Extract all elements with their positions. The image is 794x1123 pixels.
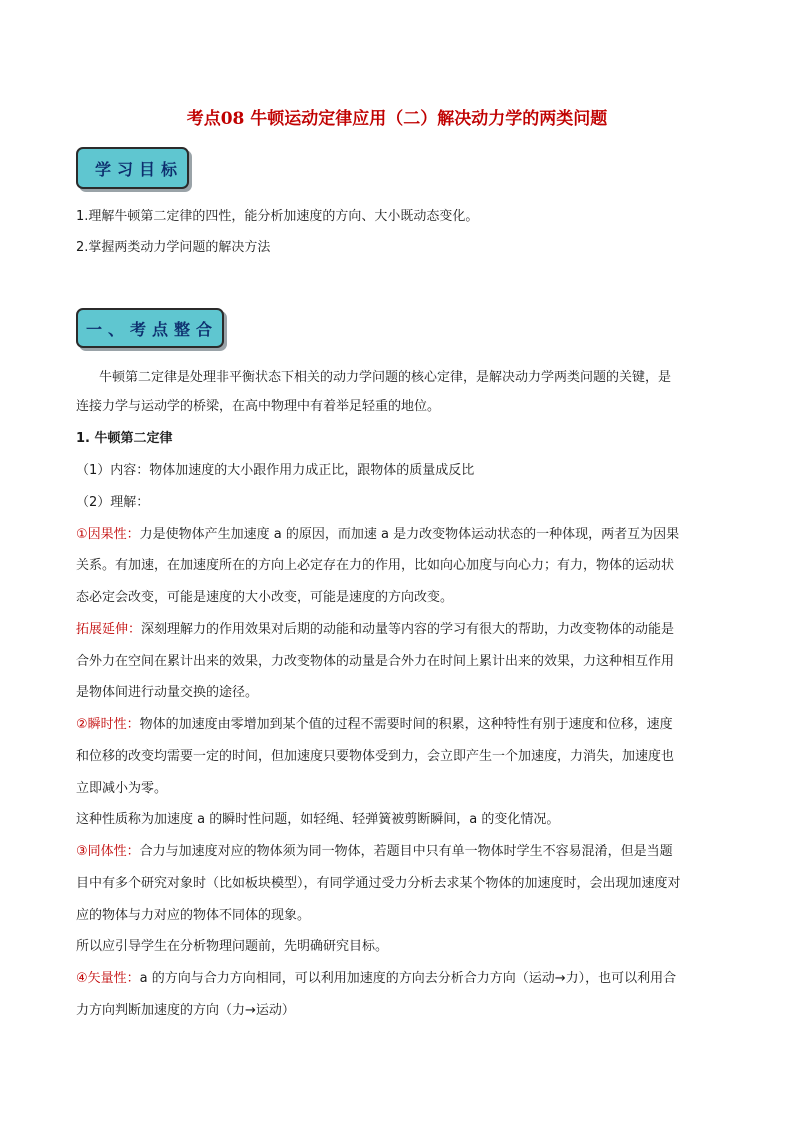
vector-line-2: 力方向判断加速度的方向（力→运动） [76,1003,295,1018]
content-line: （1）内容：物体加速度的大小跟作用力成正比，跟物体的质量成反比 [76,463,475,478]
same-body-line-3: 应的物体与力对应的物体不同体的现象。 [76,908,311,923]
page-title: 考点08 牛顿运动定律应用（二）解决动力学的两类问题 [186,109,608,129]
extension-line-1: 拓展延伸：深刻理解力的作用效果对后期的动能和动量等内容的学习有很大的帮助，力改变物体的动能是 [76,622,675,637]
intro-line-1: 牛顿第二定律是处理非平衡状态下相关的动力学问题的核心定律，是解决动力学两类问题的关键，是 [99,370,672,385]
instantaneity-line-2: 和位移的改变均需要一定的时间，但加速度只要物体受到力，会立即产生一个加速度，力消失，加速度也 [76,749,675,764]
section-1-heading: 1. 牛顿第二定律 [76,431,173,446]
same-body-note: 所以应引导学生在分析物理问题前，先明确研究目标。 [76,939,389,954]
same-body-line-2: 目中有多个研究对象时（比如板块模型），有同学通过受力分析去求某个物体的加速度时，会出现加速度对 [76,876,681,891]
section-heading-points: 一、考点整合 [76,308,224,348]
causality-label: ①因果性： [76,527,140,542]
extension-line-3: 是物体间进行动量交换的途径。 [76,685,259,700]
vector-label: ④矢量性： [76,971,140,986]
intro-line-2: 连接力学与运动学的桥梁，在高中物理中有着举足轻重的地位。 [76,399,441,414]
causality-line-3: 态必定会改变，可能是速度的大小改变，可能是速度的方向改变。 [76,590,454,605]
instantaneity-note: 这种性质称为加速度 a 的瞬时性问题，如轻绳、轻弹簧被剪断瞬间，a 的变化情况。 [76,812,560,827]
goal-2: 2.掌握两类动力学问题的解决方法 [76,240,271,255]
causality-line-2: 关系。有加速，在加速度所在的方向上必定存在力的作用，比如向心加度与向心力；有力，物体的运动状 [76,558,675,573]
goal-1: 1.理解牛顿第二定律的四性，能分析加速度的方向、大小既动态变化。 [76,209,479,224]
causality-line-1: ①因果性：力是使物体产生加速度 a 的原因，而加速 a 是力改变物体运动状态的一种体现，两者互为因果 [76,527,680,542]
extension-label: 拓展延伸： [76,622,142,637]
instantaneity-line-1: ②瞬时性：物体的加速度由零增加到某个值的过程不需要时间的积累，这种特性有别于速度和位移，速度 [76,717,673,732]
learning-goals-heading: 学习目标 [76,147,189,189]
same-body-label: ③同体性： [76,844,140,859]
instantaneity-label: ②瞬时性： [76,717,140,732]
same-body-line-1: ③同体性：合力与加速度对应的物体须为同一物体，若题目中只有单一物体时学生不容易混淆，但是当题 [76,844,673,859]
instantaneity-line-3: 立即减小为零。 [76,781,168,796]
extension-line-2: 合外力在空间在累计出来的效果，力改变物体的动量是合外力在时间上累计出来的效果，力这种相互作用 [76,654,675,669]
understand-line: （2）理解： [76,495,150,510]
vector-line-1: ④矢量性：a 的方向与合力方向相同，可以利用加速度的方向去分析合力方向（运动→力），也可以利用合 [76,971,677,986]
